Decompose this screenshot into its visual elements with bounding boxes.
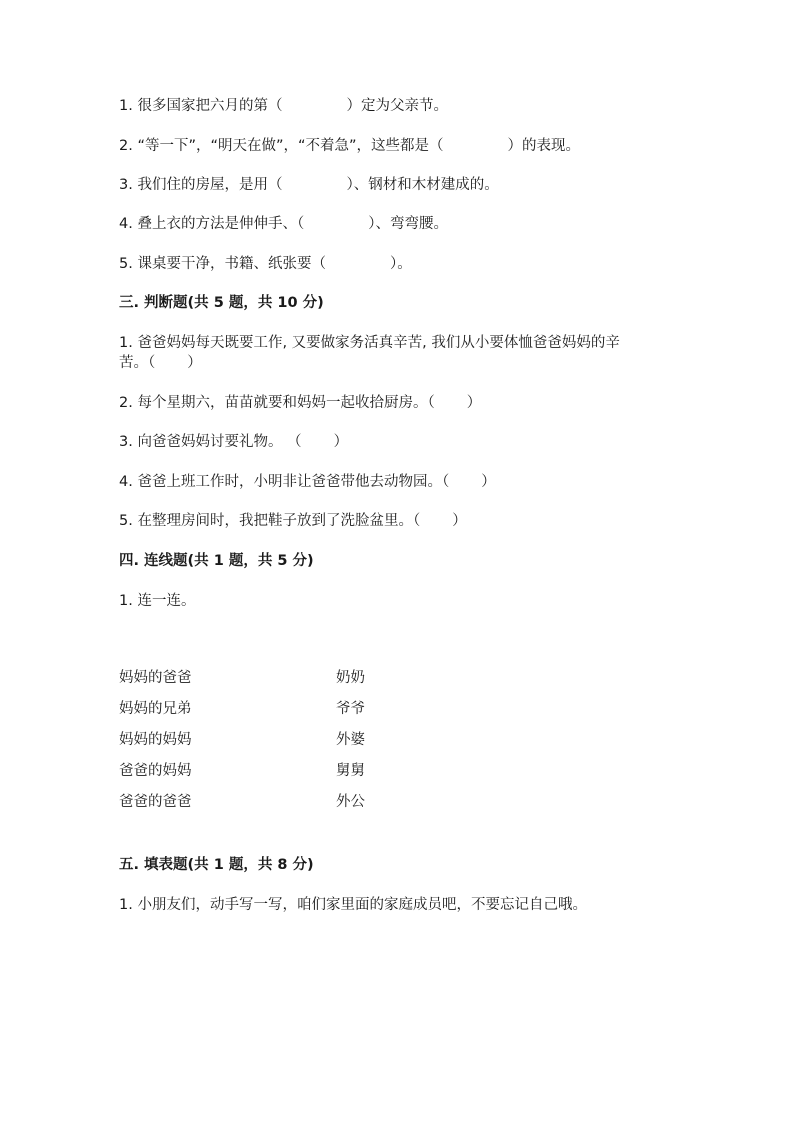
judge-item-2: [119, 393, 481, 413]
section-heading-matching: 四. 连线题(共 1 题，共 5 分): [119, 553, 314, 569]
judge-item-3: [119, 432, 348, 452]
judge-item-5: [119, 511, 467, 531]
matching-question: 1. 连一连。: [119, 593, 196, 609]
fill-blank-text: ）的表现。: [507, 138, 581, 154]
match-right-item[interactable]: 外婆: [336, 732, 365, 748]
fill-blank-text: ）定为父亲节。: [346, 98, 448, 114]
judge-text: ）: [452, 513, 467, 529]
fill-blank-text: ）。: [389, 256, 412, 272]
fill-blank-item-4: [119, 214, 448, 234]
fill-blank-text: 2. “等一下”，“明天在做”，“不着急”，这些都是（: [119, 138, 444, 154]
judge-text: 3. 向爸爸妈妈讨要礼物。 （: [119, 434, 302, 450]
match-left-item[interactable]: 爸爸的爸爸: [119, 794, 192, 810]
section-heading-judge: 三. 判断题(共 5 题，共 10 分): [119, 295, 324, 311]
match-left-item[interactable]: 爸爸的妈妈: [119, 763, 192, 779]
match-right-item[interactable]: 舅舅: [336, 763, 365, 779]
fill-blank-text: 5. 课桌要干净，书籍、纸张要（: [119, 256, 326, 272]
fill-blank-item-3: [119, 175, 499, 195]
judge-item-1-line2: [119, 353, 202, 373]
judge-text: 5. 在整理房间时，我把鞋子放到了洗脸盆里。（: [119, 513, 421, 529]
judge-text: ）: [466, 395, 482, 411]
match-left-item[interactable]: 妈妈的兄弟: [119, 701, 192, 717]
fill-blank-item-2: [119, 136, 580, 156]
judge-text: 苦。（: [119, 355, 156, 371]
fill-blank-text: 3. 我们住的房屋，是用（: [119, 177, 283, 193]
judge-text: 2. 每个星期六，苗苗就要和妈妈一起收拾厨房。（: [119, 395, 435, 411]
match-right-item[interactable]: 外公: [336, 794, 365, 810]
fill-blank-item-5: [119, 254, 412, 274]
fill-blank-text: ）、弯弯腰。: [368, 216, 448, 232]
fill-blank-text: ）、钢材和木材建成的。: [346, 177, 499, 193]
fill-blank-text: 4. 叠上衣的方法是伸伸手、（: [119, 216, 305, 232]
judge-item-1-line1: 1. 爸爸妈妈每天既要工作, 又要做家务活真辛苦, 我们从小要体恤爸爸妈妈的辛: [119, 335, 620, 351]
section-heading-table-fill: 五. 填表题(共 1 题，共 8 分): [119, 857, 314, 873]
judge-text: ）: [481, 474, 496, 490]
match-right-item[interactable]: 奶奶: [336, 670, 365, 686]
judge-text: ）: [333, 434, 349, 450]
match-right-item[interactable]: 爷爷: [336, 701, 365, 717]
table-fill-question: 1. 小朋友们，动手写一写，咱们家里面的家庭成员吧，不要忘记自己哦。: [119, 897, 587, 913]
judge-text: 4. 爸爸上班工作时，小明非让爸爸带他去动物园。（: [119, 474, 450, 490]
match-left-item[interactable]: 妈妈的爸爸: [119, 670, 192, 686]
fill-blank-item-1: [119, 96, 448, 116]
match-left-item[interactable]: 妈妈的妈妈: [119, 732, 192, 748]
judge-item-4: [119, 472, 496, 492]
fill-blank-text: 1. 很多国家把六月的第（: [119, 98, 283, 114]
judge-text: ）: [187, 355, 202, 371]
